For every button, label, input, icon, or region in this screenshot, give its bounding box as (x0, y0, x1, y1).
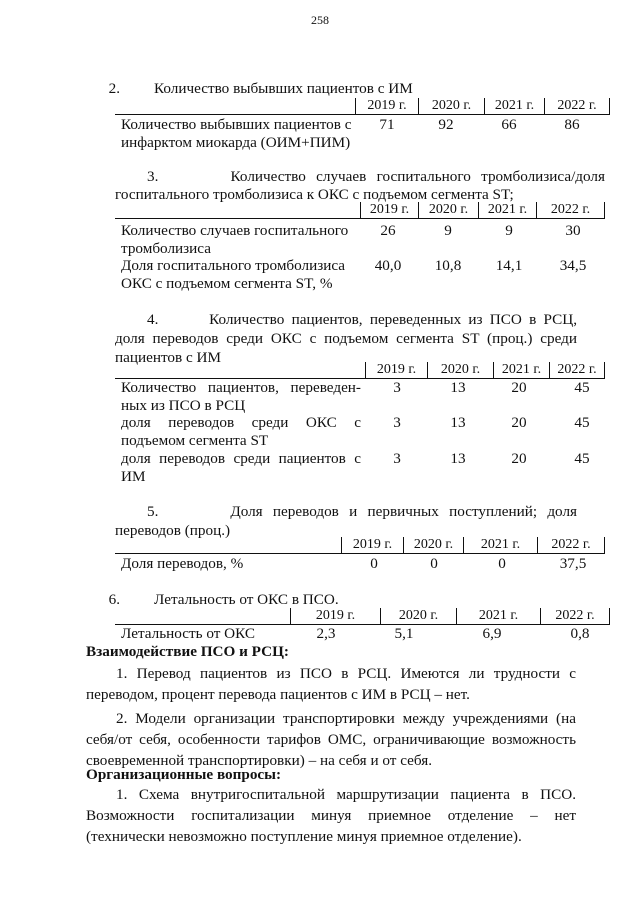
row-value: 45 (574, 414, 590, 431)
row-value: 0 (430, 555, 438, 572)
row-label: Количество выбывших пациентов с инфарктом миокарда (ОИМ+ПИМ) (121, 116, 352, 151)
section-title-line: доля переводов среди ОКС с подъемом сегмента ST (проц.) среди (115, 330, 577, 347)
section-number: 5. (147, 503, 159, 520)
header-year: 2019 г. (355, 98, 418, 114)
row-value: 30 (565, 222, 581, 239)
header-year: 2021 г. (463, 537, 537, 553)
org-heading: Организационные вопросы: (86, 766, 282, 783)
header-year: 2021 г. (493, 362, 549, 378)
header-spacer (115, 98, 355, 114)
section-title-line: переводов (проц.) (115, 522, 231, 539)
section-title-line: пациентов с ИМ (115, 349, 222, 366)
header-year: 2021 г. (478, 202, 536, 218)
header-year: 2019 г. (360, 202, 418, 218)
interaction-paragraph-1: 1. Перевод пациентов из ПСО в РСЦ. Имеются ли трудности с переводом, процент перевода пациентов с ИМ в РСЦ – нет. (86, 665, 576, 703)
row-value: 0 (370, 555, 378, 572)
row-value: 45 (574, 379, 590, 396)
row-value: 20 (511, 414, 527, 431)
section-title-line: Летальность от ОКС в ПСО. (154, 591, 339, 608)
row-value: 86 (564, 116, 580, 133)
header-year: 2022 г. (544, 98, 610, 114)
row-value: 13 (450, 379, 466, 396)
table-row (121, 257, 609, 293)
row-value: 37,5 (559, 555, 587, 572)
section-6-title (62, 591, 339, 609)
row-value: 40,0 (374, 257, 402, 274)
section-title-line: Количество выбывших пациентов с ИМ (154, 80, 413, 97)
row-label: доля переводов среди ОКС с подъемом сегмента ST (121, 414, 361, 449)
row-value: 10,8 (434, 257, 462, 274)
row-value: 26 (380, 222, 396, 239)
section-4-title (115, 310, 577, 367)
row-value: 0,8 (570, 625, 590, 642)
row-value: 34,5 (559, 257, 587, 274)
row-label: Доля госпитального тромболизиса ОКС с подъемом сегмента ST, % (121, 257, 346, 292)
row-value: 6,9 (482, 625, 502, 642)
page-number: 258 (311, 13, 329, 27)
org-paragraph-1: 1. Схема внутригоспитальной маршрутизации пациента в ПСО. Возможности госпитализации минуя приемное отделение – нет (техничеcки невозможно поступление минуя приемное отделение). (86, 786, 576, 845)
row-value: 13 (450, 414, 466, 431)
row-value: 14,1 (495, 257, 523, 274)
header-year: 2022 г. (536, 202, 605, 218)
row-value: 9 (444, 222, 452, 239)
header-year: 2021 г. (456, 608, 540, 624)
table-row (121, 555, 609, 573)
section-4-table-header (115, 362, 605, 379)
section-number: 6. (108, 591, 120, 608)
row-value: 3 (393, 450, 401, 467)
section-5-table-header (115, 537, 605, 554)
header-year: 2022 г. (549, 362, 605, 378)
table-row (121, 625, 628, 643)
section-2-table-header (115, 98, 610, 115)
table-row (121, 116, 605, 152)
section-title-line: Количество случаев госпитального тромболизиса/доля (230, 168, 605, 185)
header-spacer (115, 202, 360, 218)
header-spacer (115, 537, 341, 553)
row-value: 20 (511, 450, 527, 467)
section-title-line: госпитального тромболизиса к ОКС с подъемом сегмента ST; (115, 186, 514, 203)
interaction-paragraph-2: 2. Модели организации транспортировки между учреждениями (на себя/от себя, особенности тарифов ОМС, ограничивающие возможность своевременной транспортировки) – на себя и от себя. (86, 710, 576, 769)
header-spacer (115, 608, 290, 624)
header-year: 2020 г. (380, 608, 456, 624)
row-label: Доля переводов, % (121, 555, 244, 572)
header-spacer (115, 362, 365, 378)
row-value: 2,3 (316, 625, 336, 642)
section-title-line: Доля переводов и первичных поступлений; доля (230, 503, 578, 520)
row-value: 45 (574, 450, 590, 467)
row-value: 3 (393, 414, 401, 431)
interaction-heading: Взаимодействие ПСО и РСЦ: (86, 643, 289, 660)
section-number: 2. (108, 80, 120, 97)
header-year: 2022 г. (537, 537, 605, 553)
row-value: 13 (450, 450, 466, 467)
row-value: 66 (501, 116, 517, 133)
table-row (121, 222, 609, 258)
section-2-title (62, 80, 413, 98)
header-year: 2021 г. (484, 98, 544, 114)
header-year: 2020 г. (418, 202, 478, 218)
header-year: 2020 г. (403, 537, 463, 553)
section-6-table-header (115, 608, 610, 625)
header-year: 2019 г. (365, 362, 427, 378)
section-title-line: Количество пациентов, переведенных из ПСО в РСЦ, (209, 311, 578, 328)
row-value: 71 (379, 116, 395, 133)
table-row (121, 414, 609, 450)
header-year: 2019 г. (341, 537, 403, 553)
header-year: 2020 г. (418, 98, 484, 114)
row-label: доля переводов среди пациентов с ИМ (121, 450, 361, 485)
row-value: 92 (438, 116, 454, 133)
row-label: Летальность от ОКС (121, 625, 256, 642)
section-number: 4. (147, 311, 159, 328)
section-number: 3. (147, 168, 159, 185)
section-3-table-header (115, 202, 605, 219)
row-value: 3 (393, 379, 401, 396)
table-row (121, 450, 609, 486)
section-5-title (115, 502, 577, 540)
row-value: 9 (505, 222, 513, 239)
row-value: 0 (498, 555, 506, 572)
row-label: Количество случаев госпитального тромболизиса (121, 222, 349, 257)
header-year: 2022 г. (540, 608, 610, 624)
row-value: 20 (511, 379, 527, 396)
row-label: Количество пациентов, переведен- ных из ПСО в РСЦ (121, 379, 361, 414)
row-value: 5,1 (394, 625, 414, 642)
section-3-title (115, 168, 605, 204)
table-row (121, 379, 609, 415)
header-year: 2020 г. (427, 362, 493, 378)
header-year: 2019 г. (290, 608, 380, 624)
